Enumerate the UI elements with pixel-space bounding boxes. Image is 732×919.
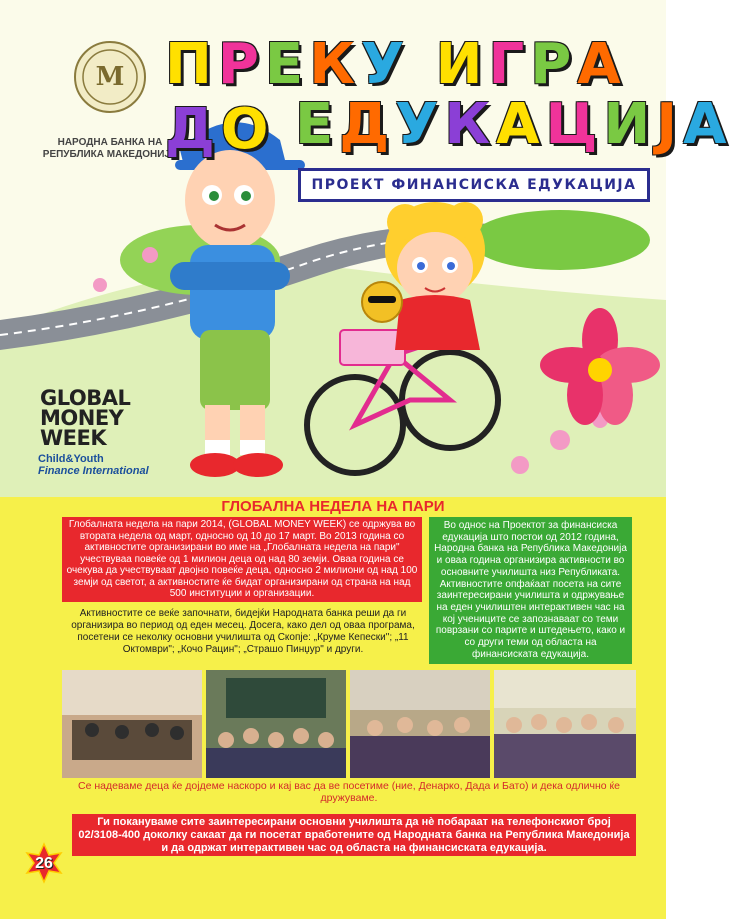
page-number: 26 (35, 855, 53, 872)
title-letter: А (683, 92, 732, 157)
gmw-line2: MONEY (40, 406, 124, 430)
red-paragraph: Глобалната недела на пари 2014, (GLOBAL MONEY WEEK) се одржува во втората недела од март, односно од 10 до 17 март. Во 2013 година со активностите организирани во име на „Глобалната недела на пари" учествуваа повеќе од 1 милион деца од над 80 земји. Оваа година се очекува да учествуваат двојно повеќе деца, односно 2 милиони од над 100 земји од светот, а активностите ќе бидат организирани од страна на над 500 институции и организации. (66, 519, 418, 599)
title-letter: К (309, 32, 361, 97)
title-letter: У (395, 92, 445, 157)
title-letter: А (577, 32, 627, 97)
classroom-photo-4 (494, 670, 636, 778)
title-letter: Д (339, 92, 396, 157)
project-banner: ПРОЕКТ ФИНАНСИСКА ЕДУКАЦИЈА (298, 168, 650, 202)
title-letter: И (603, 92, 657, 157)
red-paragraph-box (62, 517, 422, 602)
page-number-badge (24, 843, 64, 883)
green-paragraph: Во однос на Проектот за финансиска едукација што постои од 2012 година, Народна банка на Република Македонија и оваа година организира активности во основните училишта низ Републиката. Активностите опфаќаат посета на сите заинтересирани училишта и одржување на еден училиштен интерактивен час на кој учениците се запознаваат со теми поврзани со парите и штедењето, како и со други теми од областа на финансиската едукација. (434, 520, 627, 660)
title-letter: А (496, 92, 546, 157)
global-money-week-logo (40, 388, 130, 448)
classroom-photo-1 (62, 670, 202, 778)
title-letter: О (220, 97, 275, 162)
title-line-2 (295, 92, 732, 157)
title-letter: У (360, 32, 411, 97)
svg-text:M: M (95, 62, 125, 92)
section-title: ГЛОБАЛНА НЕДЕЛА НА ПАРИ (221, 498, 445, 515)
title-letter: Е (264, 32, 310, 97)
child-youth-finance-logo (38, 453, 149, 477)
classroom-photo-2 (206, 670, 346, 778)
invitation-box (72, 814, 636, 856)
title-letter: Г (488, 32, 531, 97)
classroom-photo-3 (350, 670, 490, 778)
title-letter: Р (217, 32, 265, 97)
title-letter: К (444, 92, 497, 157)
cyf-line2: Finance International (38, 465, 149, 477)
title-letter: Ј (656, 92, 684, 157)
title-letter: П (165, 32, 218, 97)
green-paragraph-box (429, 517, 632, 664)
invitation-text: Ги покануваме сите заинтересирани основни училишта да нè побараат на телефонскиот број 02/3108-400 доколку сакаат да ги посетат вработените од Народната банка на Република Македонија и да одржат интерактивен час од областа на финансиската едукација. (78, 816, 630, 854)
classroom-photos (62, 670, 636, 778)
title-letter: Ц (545, 92, 604, 157)
bank-name-line2: РЕПУБЛИКА МАКЕДОНИЈА (42, 149, 178, 160)
gmw-line3: WEEK (40, 426, 107, 450)
gmw-line1: GLOBAL (40, 386, 131, 410)
title-letter: Д (165, 97, 221, 162)
photo-caption: Се надеваме деца ќе дојдеме наскоро и кај вас да ве посетиме (ние, Денарко, Дада и Бато) и дека одлично ќе дружуваме. (78, 780, 620, 804)
cyf-line1: Child&Youth (38, 453, 104, 465)
second-paragraph: Активностите се веќе започнати, бидејќи Народната банка реши да ги организира во период од еден месец. Досега, како дел од оваа програма, посетени се неколку основни училишта од Скопје: „Круме Кепески"; „11 Октомври"; „Кочо Рацин"; „Страшо Пинџур" и други. (71, 608, 415, 655)
bank-name-line1: НАРОДНА БАНКА НА (57, 137, 163, 148)
bank-seal-icon (73, 40, 147, 114)
title-letter: И (435, 32, 489, 97)
title-letter (410, 32, 436, 97)
title-letter: Е (295, 92, 340, 157)
title-letter: Р (530, 32, 578, 97)
